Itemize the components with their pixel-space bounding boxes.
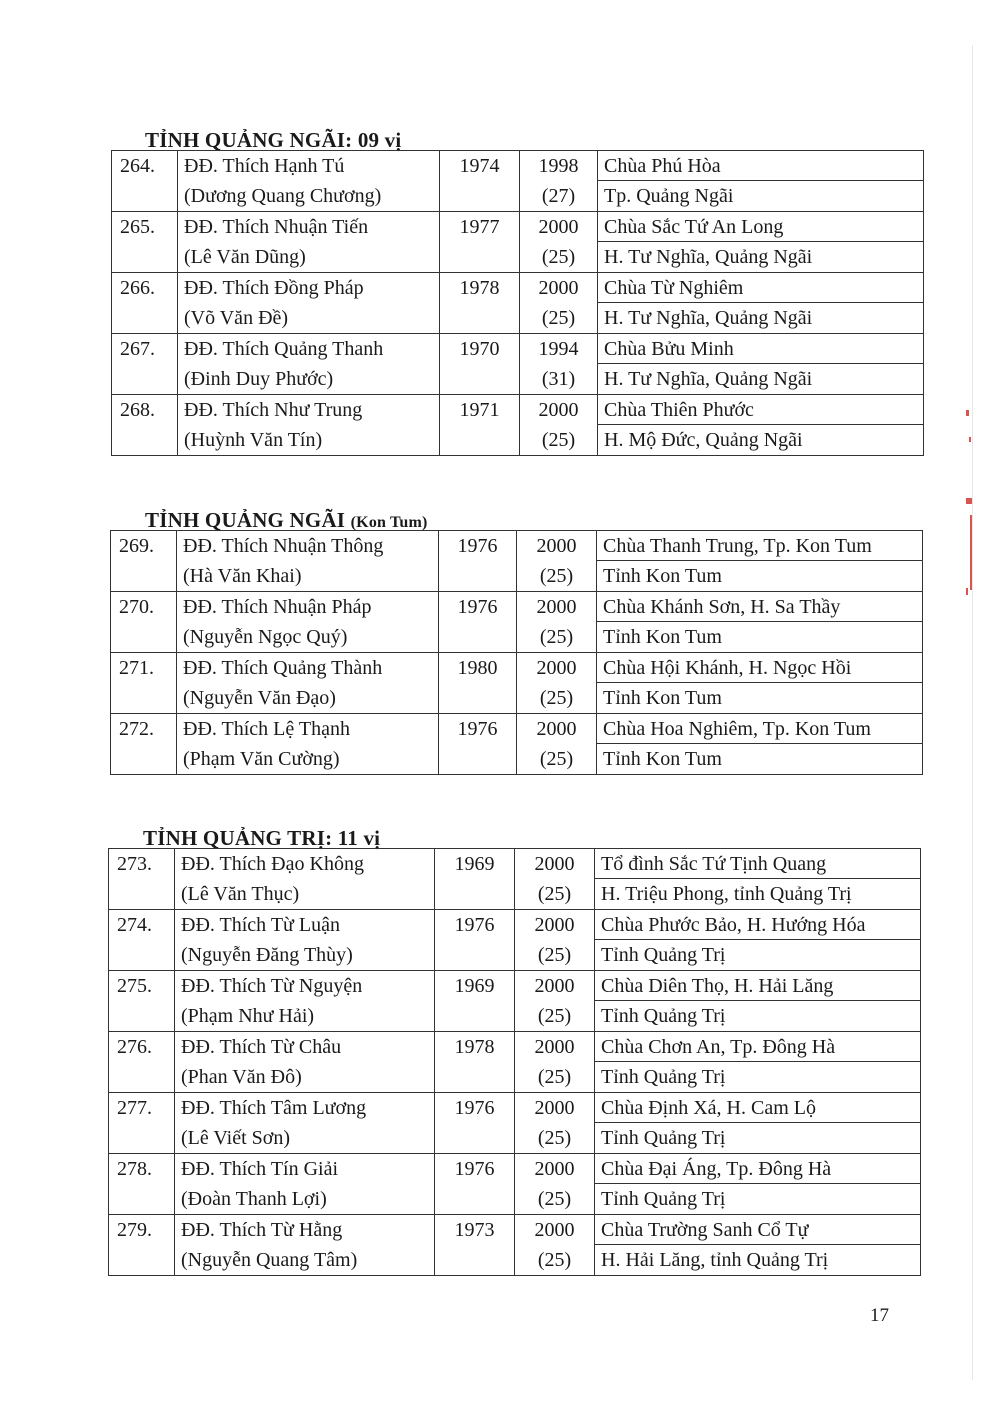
monk-name-cell: ĐĐ. Thích Hạnh Tú (Dương Quang Chương) <box>178 151 440 212</box>
row-number: 271. <box>111 653 177 714</box>
birth-year-cell: 1980 <box>439 653 517 714</box>
monk-name-cell: ĐĐ. Thích Lệ Thạnh (Phạm Văn Cường) <box>177 714 439 775</box>
temple-cell: Chùa Sắc Tứ An Long H. Tư Nghĩa, Quảng Ngãi <box>598 212 924 273</box>
ordination-cell: 2000 (25) <box>515 849 595 910</box>
ordination-cell: 2000 (25) <box>515 1032 595 1093</box>
ordination-cell: 2000 (25) <box>515 1093 595 1154</box>
birth-year-cell: 1977 <box>440 212 520 273</box>
monk-name-cell: ĐĐ. Thích Quảng Thành (Nguyễn Văn Đạo) <box>177 653 439 714</box>
temple-cell: Chùa Khánh Sơn, H. Sa Thầy Tỉnh Kon Tum <box>597 592 923 653</box>
table-row <box>111 714 923 775</box>
section-title-sub: (Kon Tum) <box>350 514 428 531</box>
table-row <box>109 910 921 971</box>
margin-mark <box>970 515 972 590</box>
ordination-cell: 2000 (25) <box>515 910 595 971</box>
section-title-main: TỈNH QUẢNG NGÃI: 09 vị <box>145 128 402 152</box>
row-number: 269. <box>111 531 177 592</box>
temple-cell: Chùa Chơn An, Tp. Đông Hà Tỉnh Quảng Trị <box>595 1032 921 1093</box>
ordination-cell: 1998 (27) <box>520 151 598 212</box>
row-number: 278. <box>109 1154 175 1215</box>
ordination-cell: 1994 (31) <box>520 334 598 395</box>
row-number: 272. <box>111 714 177 775</box>
birth-year-cell: 1978 <box>435 1032 515 1093</box>
monk-name-cell: ĐĐ. Thích Đồng Pháp (Võ Văn Đề) <box>178 273 440 334</box>
birth-year-cell: 1970 <box>440 334 520 395</box>
table-row <box>109 1154 921 1215</box>
birth-year-cell: 1969 <box>435 971 515 1032</box>
register-table <box>110 530 923 775</box>
ordination-cell: 2000 (25) <box>520 273 598 334</box>
ordination-cell: 2000 (25) <box>517 592 597 653</box>
monk-name-cell: ĐĐ. Thích Từ Châu (Phan Văn Đô) <box>175 1032 435 1093</box>
table-row <box>112 212 924 273</box>
birth-year-cell: 1969 <box>435 849 515 910</box>
temple-cell: Chùa Diên Thọ, H. Hải Lăng Tỉnh Quảng Trị <box>595 971 921 1032</box>
table-row <box>112 273 924 334</box>
birth-year-cell: 1974 <box>440 151 520 212</box>
margin-mark <box>966 410 969 416</box>
birth-year-cell: 1976 <box>435 910 515 971</box>
ordination-cell: 2000 (25) <box>517 653 597 714</box>
monk-name-cell: ĐĐ. Thích Từ Nguyện (Phạm Như Hải) <box>175 971 435 1032</box>
birth-year-cell: 1976 <box>439 592 517 653</box>
ordination-cell: 2000 (25) <box>517 714 597 775</box>
monk-name-cell: ĐĐ. Thích Nhuận Thông (Hà Văn Khai) <box>177 531 439 592</box>
temple-cell: Tổ đình Sắc Tứ Tịnh Quang H. Triệu Phong, tỉnh Quảng Trị <box>595 849 921 910</box>
birth-year-cell: 1976 <box>439 714 517 775</box>
section-title-main: TỈNH QUẢNG NGÃI <box>145 508 346 532</box>
row-number: 275. <box>109 971 175 1032</box>
ordination-cell: 2000 (25) <box>515 1215 595 1276</box>
temple-cell: Chùa Thiên Phước H. Mộ Đức, Quảng Ngãi <box>598 395 924 456</box>
table-row <box>112 151 924 212</box>
monk-name-cell: ĐĐ. Thích Nhuận Tiến (Lê Văn Dũng) <box>178 212 440 273</box>
table-row <box>109 1093 921 1154</box>
monk-name-cell: ĐĐ. Thích Từ Hằng (Nguyễn Quang Tâm) <box>175 1215 435 1276</box>
row-number: 266. <box>112 273 178 334</box>
temple-cell: Chùa Thanh Trung, Tp. Kon Tum Tỉnh Kon Tum <box>597 531 923 592</box>
table-row <box>111 531 923 592</box>
row-number: 270. <box>111 592 177 653</box>
margin-mark <box>966 498 972 504</box>
monk-name-cell: ĐĐ. Thích Như Trung (Huỳnh Văn Tín) <box>178 395 440 456</box>
row-number: 268. <box>112 395 178 456</box>
table-row <box>109 1215 921 1276</box>
birth-year-cell: 1976 <box>435 1093 515 1154</box>
temple-cell: Chùa Bửu Minh H. Tư Nghĩa, Quảng Ngãi <box>598 334 924 395</box>
row-number: 274. <box>109 910 175 971</box>
temple-cell: Chùa Hoa Nghiêm, Tp. Kon Tum Tỉnh Kon Tum <box>597 714 923 775</box>
temple-cell: Chùa Đại Áng, Tp. Đông Hà Tỉnh Quảng Trị <box>595 1154 921 1215</box>
monk-name-cell: ĐĐ. Thích Đạo Không (Lê Văn Thục) <box>175 849 435 910</box>
section-title-main: TỈNH QUẢNG TRỊ: 11 vị <box>143 826 381 850</box>
birth-year-cell: 1971 <box>440 395 520 456</box>
temple-cell: Chùa Phước Bảo, H. Hướng Hóa Tỉnh Quảng Trị <box>595 910 921 971</box>
monk-name-cell: ĐĐ. Thích Từ Luận (Nguyễn Đăng Thùy) <box>175 910 435 971</box>
table-row <box>109 849 921 910</box>
margin-mark <box>969 437 971 442</box>
register-table <box>111 150 924 456</box>
temple-cell: Chùa Phú Hòa Tp. Quảng Ngãi <box>598 151 924 212</box>
monk-name-cell: ĐĐ. Thích Tâm Lương (Lê Viết Sơn) <box>175 1093 435 1154</box>
row-number: 277. <box>109 1093 175 1154</box>
monk-name-cell: ĐĐ. Thích Nhuận Pháp (Nguyễn Ngọc Quý) <box>177 592 439 653</box>
birth-year-cell: 1973 <box>435 1215 515 1276</box>
row-number: 265. <box>112 212 178 273</box>
row-number: 279. <box>109 1215 175 1276</box>
monk-name-cell: ĐĐ. Thích Tín Giải (Đoàn Thanh Lợi) <box>175 1154 435 1215</box>
page-edge-line <box>972 45 973 1380</box>
row-number: 276. <box>109 1032 175 1093</box>
birth-year-cell: 1976 <box>435 1154 515 1215</box>
table-row <box>111 592 923 653</box>
table-row <box>109 1032 921 1093</box>
table-row <box>112 395 924 456</box>
ordination-cell: 2000 (25) <box>520 395 598 456</box>
row-number: 267. <box>112 334 178 395</box>
table-row <box>112 334 924 395</box>
temple-cell: Chùa Hội Khánh, H. Ngọc Hồi Tỉnh Kon Tum <box>597 653 923 714</box>
birth-year-cell: 1978 <box>440 273 520 334</box>
ordination-cell: 2000 (25) <box>515 1154 595 1215</box>
page-number: 17 <box>870 1305 889 1326</box>
row-number: 273. <box>109 849 175 910</box>
temple-cell: Chùa Từ Nghiêm H. Tư Nghĩa, Quảng Ngãi <box>598 273 924 334</box>
monk-name-cell: ĐĐ. Thích Quảng Thanh (Đinh Duy Phước) <box>178 334 440 395</box>
temple-cell: Chùa Trường Sanh Cổ Tự H. Hải Lăng, tỉnh Quảng Trị <box>595 1215 921 1276</box>
register-table <box>108 848 921 1276</box>
row-number: 264. <box>112 151 178 212</box>
ordination-cell: 2000 (25) <box>515 971 595 1032</box>
margin-mark <box>966 588 968 595</box>
birth-year-cell: 1976 <box>439 531 517 592</box>
table-row <box>109 971 921 1032</box>
ordination-cell: 2000 (25) <box>517 531 597 592</box>
ordination-cell: 2000 (25) <box>520 212 598 273</box>
table-row <box>111 653 923 714</box>
temple-cell: Chùa Định Xá, H. Cam Lộ Tỉnh Quảng Trị <box>595 1093 921 1154</box>
